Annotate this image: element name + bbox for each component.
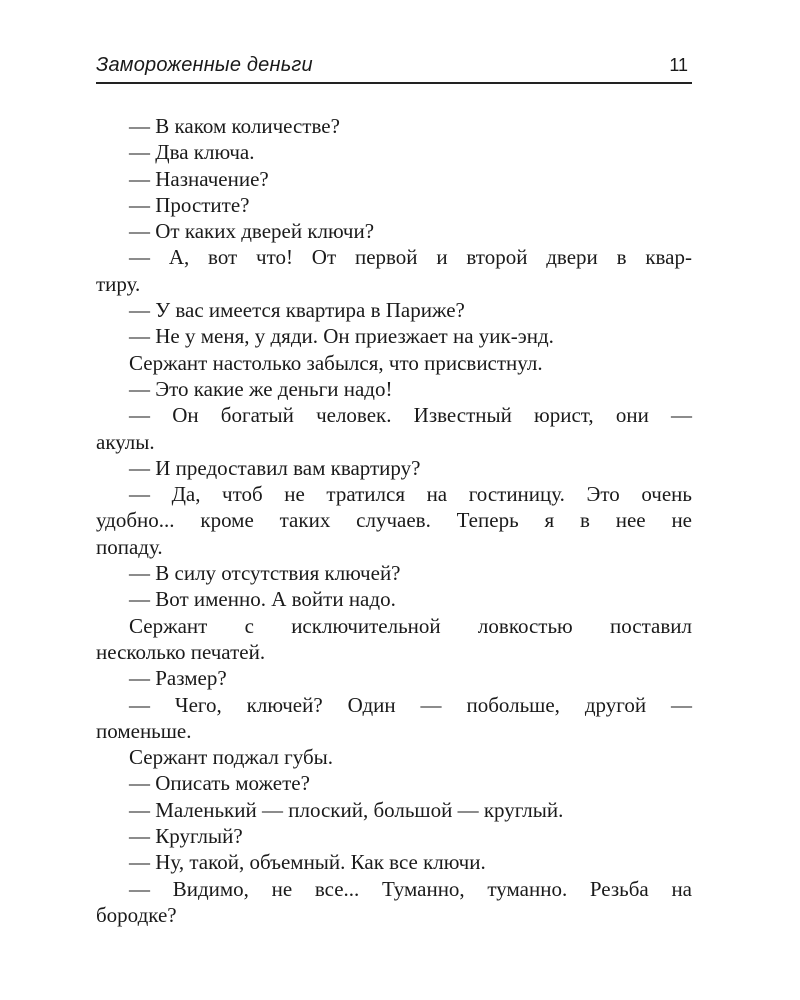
page-number: 11 xyxy=(669,55,688,75)
text-line: Сержант с исключительной ловкостью поставил xyxy=(129,613,692,638)
text-line: — Это какие же деньги надо! xyxy=(129,376,393,401)
text-line: бородке? xyxy=(96,902,177,927)
text-line: несколько печатей. xyxy=(96,639,266,664)
body-text xyxy=(96,113,692,928)
text-line: — В силу отсутствия ключей? xyxy=(129,561,401,586)
text-line: — Описать можете? xyxy=(129,771,310,796)
text-line: — И предоставил вам квартиру? xyxy=(129,455,421,480)
text-line: — Два ключа. xyxy=(129,140,255,165)
text-line: — От каких дверей ключи? xyxy=(129,219,375,244)
text-line: попаду. xyxy=(96,534,163,559)
text-line: — Ну, такой, объемный. Как все ключи. xyxy=(129,850,486,875)
text-line: удобно... кроме таких случаев. Теперь я в нее не xyxy=(96,508,692,533)
text-line: — У вас имеется квартира в Париже? xyxy=(129,298,465,323)
running-header xyxy=(96,52,692,84)
text-line: — Он богатый человек. Известный юрист, они — xyxy=(129,403,692,428)
text-line: — Чего, ключей? Один — побольше, другой — xyxy=(129,692,692,717)
text-line: — Да, чтоб не тратился на гостиницу. Это очень xyxy=(129,482,692,507)
text-line: Сержант настолько забылся, что присвистнул. xyxy=(129,350,543,375)
text-line: Сержант поджал губы. xyxy=(129,745,334,770)
text-line: — Видимо, не все... Туманно, туманно. Резьба на xyxy=(129,876,692,901)
text-line: — Не у меня, у дяди. Он приезжает на уик-энд. xyxy=(129,324,554,349)
text-line: акулы. xyxy=(96,429,155,454)
running-title: Замороженные деньги xyxy=(96,54,313,76)
text-line: — А, вот что! От первой и второй двери в квар- xyxy=(129,245,692,270)
text-line: поменьше. xyxy=(96,718,192,743)
text-line: — В каком количестве? xyxy=(129,114,340,138)
text-line: — Круглый? xyxy=(129,824,243,849)
text-line: тиру. xyxy=(96,271,141,296)
text-line: — Маленький — плоский, большой — круглый. xyxy=(129,797,564,822)
text-line: — Назначение? xyxy=(129,166,269,191)
text-line: — Простите? xyxy=(129,192,250,217)
text-line: — Вот именно. А войти надо. xyxy=(129,587,396,612)
text-line: — Размер? xyxy=(129,666,227,691)
